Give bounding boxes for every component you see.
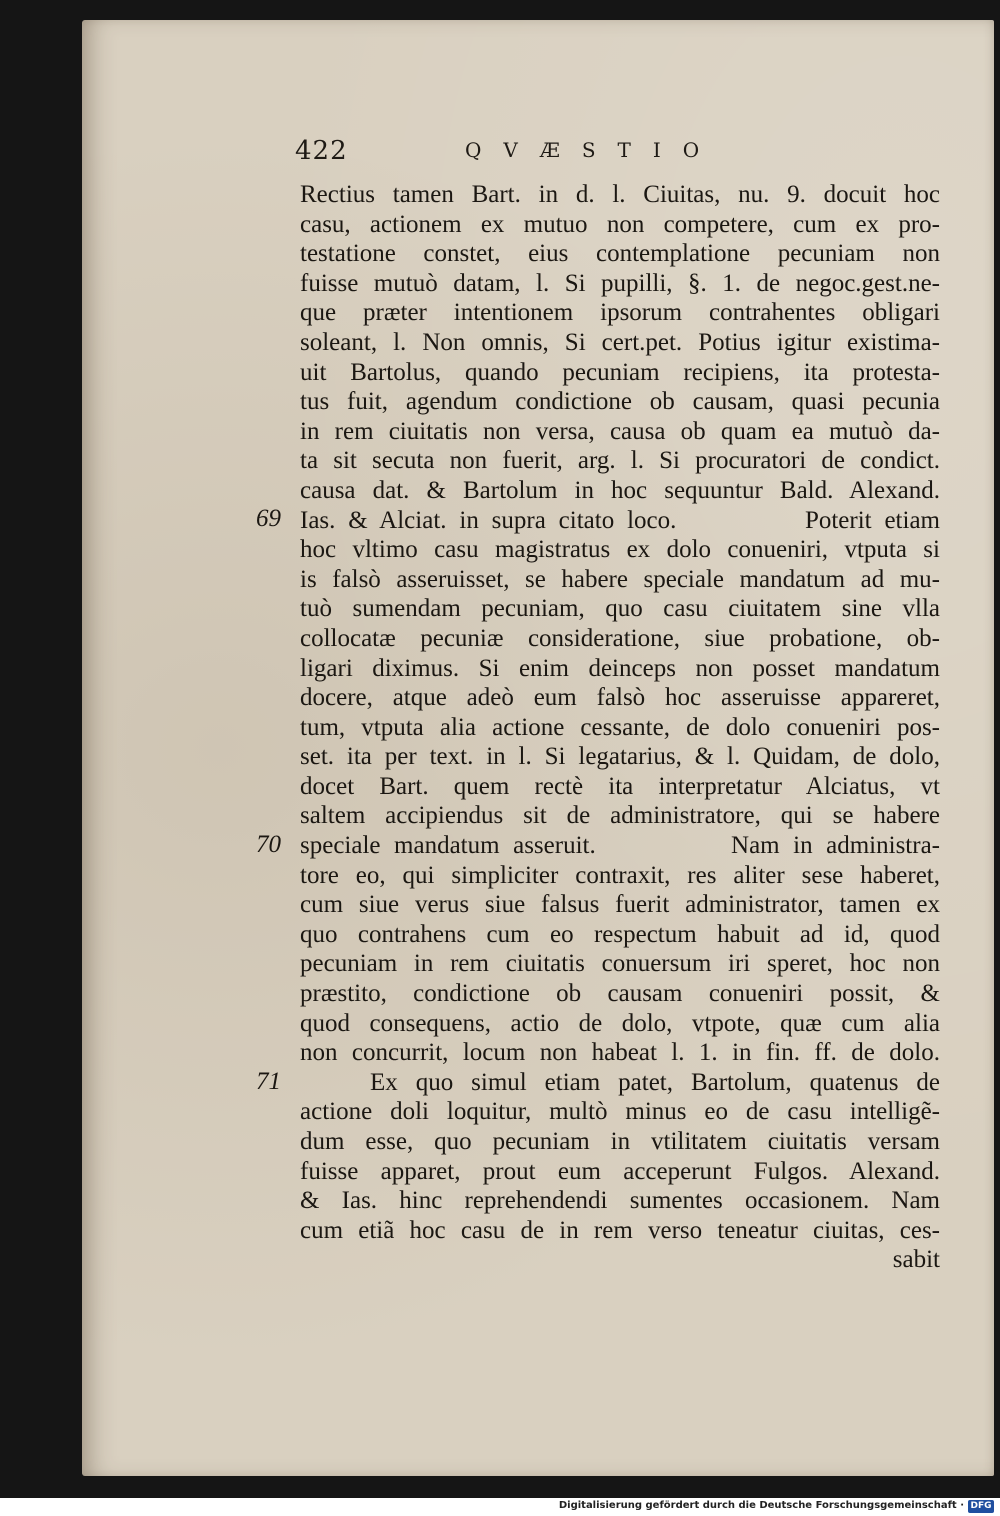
text-line: tore eo, qui simpliciter contraxit, res aliter sese haberet, — [300, 861, 940, 889]
text-line: in rem ciuitatis non versa, causa ob quam ea mutuò da- — [300, 417, 940, 445]
margin-number-71: 71 — [256, 1068, 281, 1095]
text-line: Ias. & Alciat. in supra citato loco. Poterit etiam — [300, 506, 940, 534]
text-line: cum siue verus siue falsus fuerit administrator, tamen ex — [300, 891, 940, 919]
text-line: testatione constet, eius contemplatione pecuniam non — [300, 240, 940, 268]
text-line: is falsò asseruisset, se habere speciale mandatum ad mu- — [300, 565, 940, 593]
text-line: soleant, l. Non omnis, Si cert.pet. Potius igitur existima- — [300, 328, 940, 356]
text-line: Rectius tamen Bart. in d. l. Ciuitas, nu. 9. docuit hoc — [300, 181, 940, 208]
page-number: 422 — [295, 136, 348, 166]
text-line: casu, actionem ex mutuo non competere, cum ex pro- — [300, 210, 940, 238]
digitization-footer — [0, 1498, 1000, 1516]
text-line: collocatæ pecuniæ consideratione, siue probatione, ob- — [300, 624, 940, 652]
running-head: QVÆSTIO — [465, 138, 722, 162]
text-line: fuisse apparet, prout eum acceperunt Fulgos. Alexand. — [300, 1157, 940, 1185]
text-line: fuisse mutuò datam, l. Si pupilli, §. 1. de negoc.gest.ne- — [300, 269, 940, 297]
margin-number-69: 69 — [256, 505, 281, 532]
text-line: non concurrit, locum non habeat l. 1. in fin. ff. de dolo. — [300, 1039, 940, 1067]
margin-number-70: 70 — [256, 831, 281, 858]
text-line: & Ias. hinc reprehendendi sumentes occasionem. Nam — [300, 1187, 940, 1215]
catchword: sabit — [892, 1246, 940, 1274]
text-line: pecuniam in rem ciuitatis conuersum iri speret, hoc non — [300, 950, 940, 978]
text-line: que præter intentionem ipsorum contrahentes obligari — [300, 299, 940, 327]
text-line: præstito, condictione ob causam conueniri possit, & — [300, 980, 940, 1008]
text-line: causa dat. & Bartolum in hoc sequuntur Bald. Alexand. — [300, 476, 940, 504]
text-line: tuò sumendam pecuniam, quo casu ciuitatem sine vlla — [300, 595, 940, 623]
text-line: quo contrahens cum eo respectum habuit ad id, quod — [300, 920, 940, 948]
text-line: set. ita per text. in l. Si legatarius, & l. Quidam, de dolo, — [300, 743, 940, 771]
text-line: tum, vtputa alia actione cessante, de dolo conueniri pos- — [300, 713, 940, 741]
text-line: saltem accipiendus sit de administratore, qui se habere — [300, 802, 940, 830]
text-line: speciale mandatum asseruit. Nam in administra- — [300, 832, 940, 860]
text-line: quod consequens, actio de dolo, vtpote, quæ cum alia — [300, 1009, 940, 1037]
page-header — [285, 130, 925, 170]
text-line: ligari diximus. Si enim deinceps non posset mandatum — [300, 654, 940, 682]
text-line: hoc vltimo casu magistratus ex dolo conueniri, vtputa si — [300, 536, 940, 564]
text-line: docere, atque adeò eum falsò hoc asseruisse appareret, — [300, 684, 940, 712]
text-line: ta sit secuta non fuerit, arg. l. Si procuratori de condict. — [300, 447, 940, 475]
text-line: tus fuit, agendum condictione ob causam, quasi pecunia — [300, 388, 940, 416]
text-line: dum esse, quo pecuniam in vtilitatem ciuitatis versam — [300, 1128, 940, 1155]
text-line: docet Bart. quem rectè ita interpretatur Alciatus, vt — [300, 772, 940, 800]
dfg-logo-icon: DFG — [968, 1500, 994, 1513]
text-line: uit Bartolus, quando pecuniam recipiens, ita protesta- — [300, 358, 940, 386]
funding-credit: Digitalisierung gefördert durch die Deutsche Forschungsgemeinschaft · — [558, 1500, 964, 1511]
text-line: actione doli loquitur, multò minus eo de casu intelligẽ- — [300, 1098, 940, 1126]
text-line: Ex quo simul etiam patet, Bartolum, quatenus de — [370, 1068, 940, 1096]
text-line: cum etiã hoc casu de in rem verso teneatur ciuitas, ces- — [300, 1216, 940, 1244]
body-text — [300, 180, 940, 1275]
